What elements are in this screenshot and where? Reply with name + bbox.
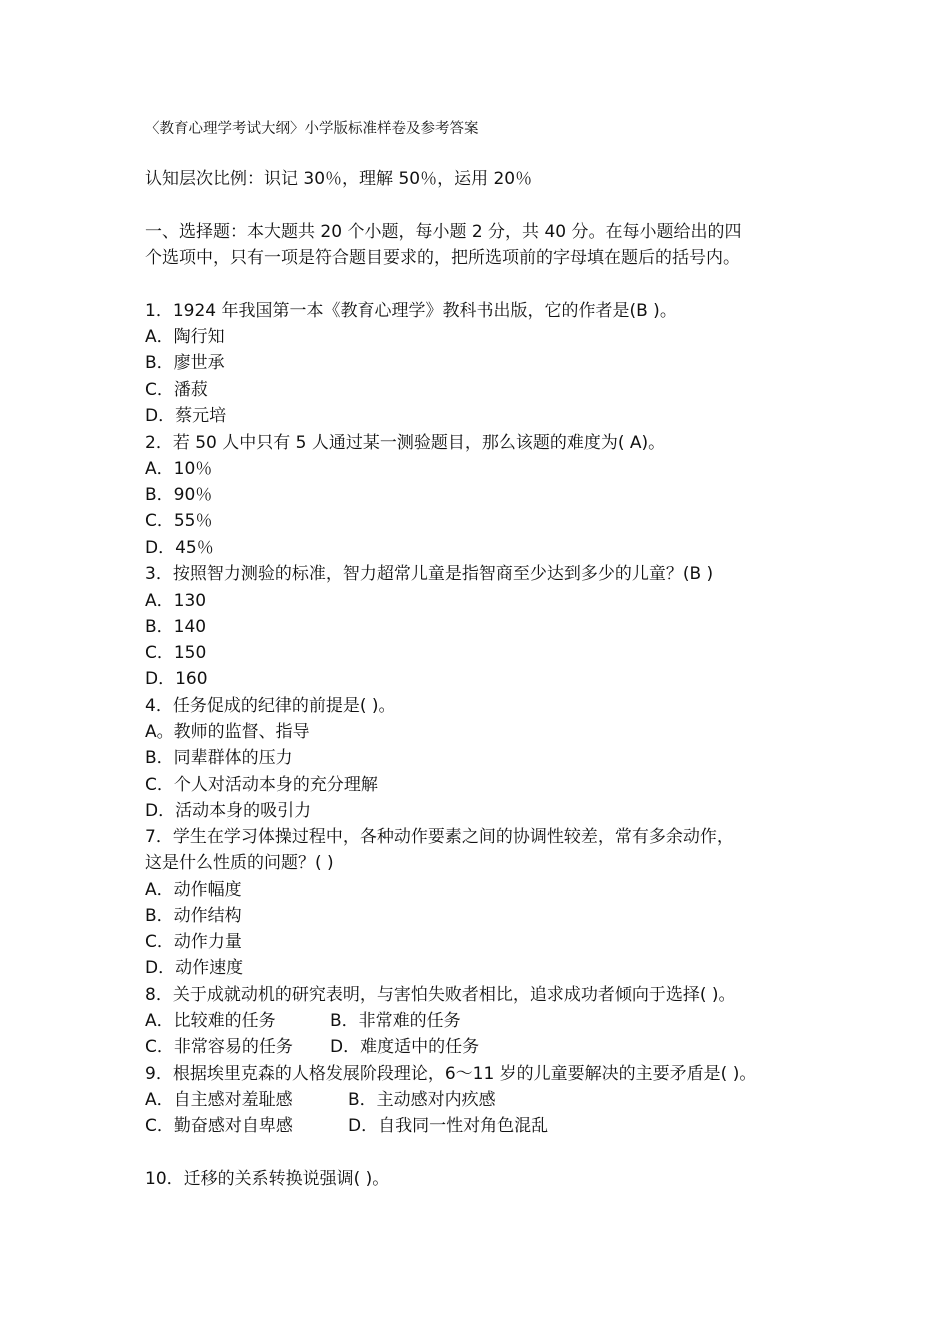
instructions-line-2: 个选项中，只有一项是符合题目要求的，把所选项前的字母填在题后的括号内。 <box>145 248 740 268</box>
question-7-stem-line-2: 这是什么性质的问题？( ) <box>145 853 334 873</box>
question-2-option-d: D．45％ <box>145 538 214 558</box>
question-2-stem: 2．若 50 人中只有 5 人通过某一测验题目，那么该题的难度为( A)。 <box>145 433 666 453</box>
question-8-option-a: A．比较难的任务 <box>145 1011 276 1031</box>
question-3-option-b: B．140 <box>145 617 207 637</box>
question-8-option-c: C．非常容易的任务 <box>145 1037 293 1057</box>
question-1-option-a: A．陶行知 <box>145 327 225 347</box>
document-title: 〈教育心理学考试大纲〉小学版标准样卷及参考答案 <box>145 121 479 137</box>
question-9-option-c: C．勤奋感对自卑感 <box>145 1116 293 1136</box>
question-7-option-c: C．动作力量 <box>145 932 242 952</box>
question-4-option-d: D．活动本身的吸引力 <box>145 801 312 821</box>
question-2-option-b: B．90％ <box>145 485 213 505</box>
question-9-option-d: D．自我同一性对角色混乱 <box>348 1116 549 1136</box>
question-4-option-c: C．个人对活动本身的充分理解 <box>145 775 378 795</box>
question-4-stem: 4．任务促成的纪律的前提是( )。 <box>145 696 396 716</box>
question-9-stem: 9．根据埃里克森的人格发展阶段理论，6～11 岁的儿童要解决的主要矛盾是( )。 <box>145 1064 757 1084</box>
question-1-option-d: D．蔡元培 <box>145 406 227 426</box>
question-10-stem: 10．迁移的关系转换说强调( )。 <box>145 1169 390 1189</box>
cognitive-ratio: 认知层次比例：识记 30％，理解 50％，运用 20％ <box>145 169 533 189</box>
question-7-option-b: B．动作结构 <box>145 906 242 926</box>
question-3-stem: 3．按照智力测验的标准，智力超常儿童是指智商至少达到多少的儿童？(B ) <box>145 564 714 584</box>
question-7-option-d: D．动作速度 <box>145 958 244 978</box>
instructions-line-1: 一、选择题：本大题共 20 个小题，每小题 2 分，共 40 分。在每小题给出的四 <box>145 222 742 242</box>
question-4-option-a: A。教师的监督、指导 <box>145 722 310 742</box>
question-3-option-c: C．150 <box>145 643 207 663</box>
question-1-option-c: C．潘菽 <box>145 380 208 400</box>
question-3-option-d: D．160 <box>145 669 208 689</box>
question-8-stem: 8．关于成就动机的研究表明，与害怕失败者相比，追求成功者倾向于选择( )。 <box>145 985 736 1005</box>
question-7-option-a: A．动作幅度 <box>145 880 242 900</box>
question-3-option-a: A．130 <box>145 591 207 611</box>
question-7-stem-line-1: 7．学生在学习体操过程中，各种动作要素之间的协调性较差，常有多余动作， <box>145 827 734 847</box>
question-4-option-b: B．同辈群体的压力 <box>145 748 293 768</box>
question-2-option-c: C．55％ <box>145 511 213 531</box>
question-8-option-d: D．难度适中的任务 <box>330 1037 480 1057</box>
question-9-option-a: A．自主感对羞耻感 <box>145 1090 293 1110</box>
question-1-option-b: B．廖世承 <box>145 353 225 373</box>
question-9-option-b: B．主动感对内疚感 <box>348 1090 496 1110</box>
question-2-option-a: A．10％ <box>145 459 213 479</box>
question-1-stem: 1．1924 年我国第一本《教育心理学》教科书出版，它的作者是(B )。 <box>145 301 677 321</box>
question-8-option-b: B．非常难的任务 <box>330 1011 461 1031</box>
